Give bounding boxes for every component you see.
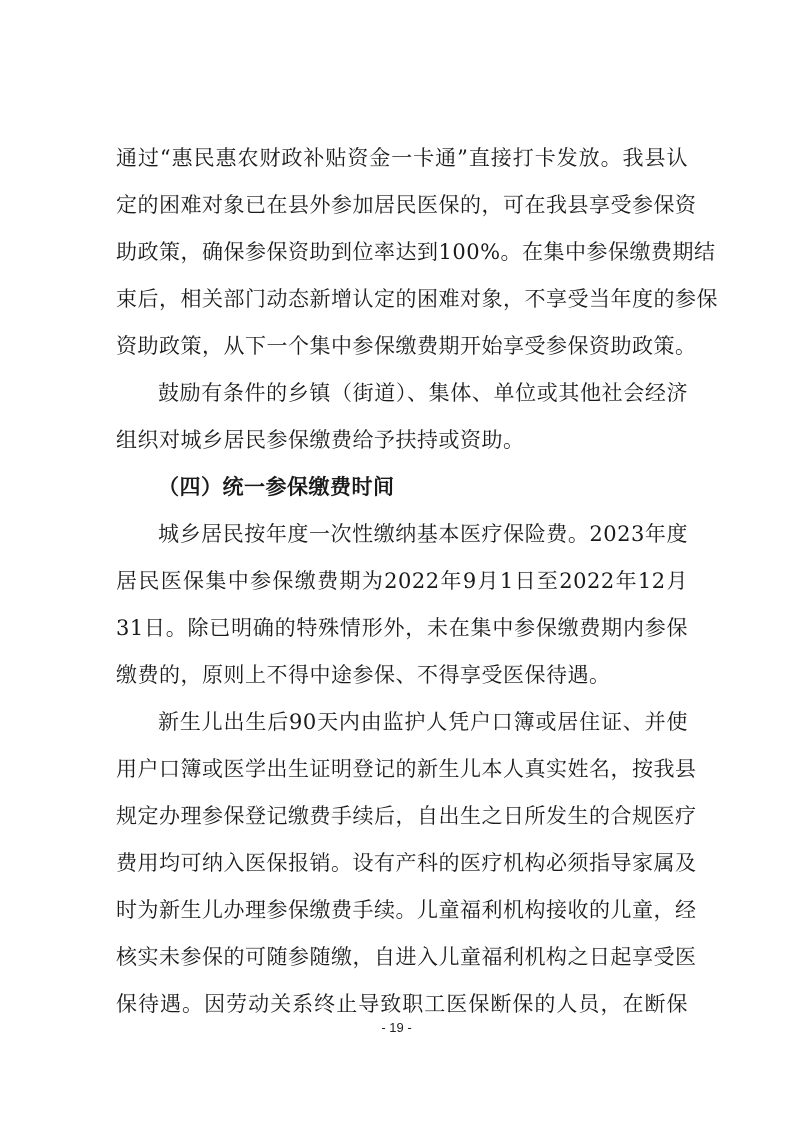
text-line: 缴费的，原则上不得中途参保、不得享受医保待遇。 xyxy=(116,663,611,687)
text-line: 定的困难对象已在县外参加居民医保的，可在我县享受参保资 xyxy=(116,193,697,217)
text-line: 用户口簿或医学出生证明登记的新生儿本人真实姓名，按我县 xyxy=(116,757,697,781)
text-line: 通过“惠民惠农财政补贴资金一卡通”直接打卡发放。我县认 xyxy=(116,146,688,170)
page-number: - 19 - xyxy=(381,1020,412,1035)
text-line: 城乡居民按年度一次性缴纳基本医疗保险费。2023年度 xyxy=(158,522,688,546)
text-line: 束后，相关部门动态新增认定的困难对象，不享受当年度的参保 xyxy=(116,287,718,311)
text-line: 鼓励有条件的乡镇（街道）、集体、单位或其他社会经济 xyxy=(158,381,688,405)
text-line: 31日。除已明确的特殊情形外，未在集中参保缴费期内参保 xyxy=(116,616,688,640)
text-line: 保待遇。因劳动关系终止导致职工医保断保的人员，在断保 xyxy=(116,992,688,1016)
text-line: 规定办理参保登记缴费手续后，自出生之日所发生的合规医疗 xyxy=(116,804,697,828)
text-line: 组织对城乡居民参保缴费给予扶持或资助。 xyxy=(116,428,525,452)
text-line: 助政策，确保参保资助到位率达到100%。在集中参保缴费期结 xyxy=(116,240,716,264)
text-line: 时为新生儿办理参保缴费手续。儿童福利机构接收的儿童，经 xyxy=(116,898,697,922)
text-line: 新生儿出生后90天内由监护人凭户口簿或居住证、并使 xyxy=(158,710,688,734)
text-line: 资助政策，从下一个集中参保缴费期开始享受参保资助政策。 xyxy=(116,334,697,358)
text-line: 核实未参保的可随参随缴，自进入儿童福利机构之日起享受医 xyxy=(116,945,697,969)
text-line: 居民医保集中参保缴费期为2022年9月1日至2022年12月 xyxy=(116,569,688,593)
text-line: 费用均可纳入医保报销。设有产科的医疗机构必须指导家属及 xyxy=(116,851,697,875)
section-heading: （四）统一参保缴费时间 xyxy=(158,474,395,499)
